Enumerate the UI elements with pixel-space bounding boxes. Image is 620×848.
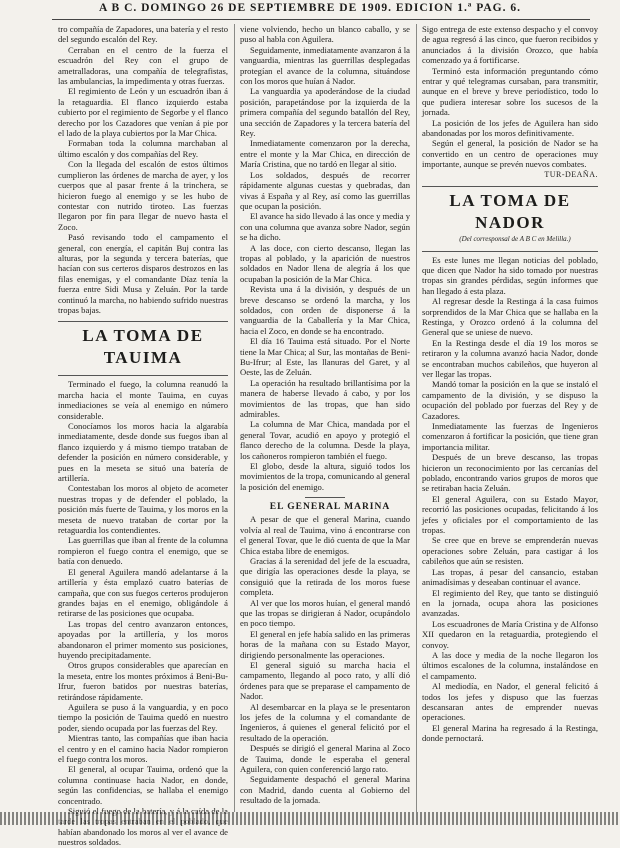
paragraph: Inmediatamente comenzaron por la derecha, entre el monte y la Mar Chica, en dirección de María Cristina, que no tardó en llegar al sitio. xyxy=(240,138,410,170)
scan-edge-strip xyxy=(0,812,620,825)
headline-general-marina: EL GENERAL MARINA xyxy=(269,502,391,513)
column-1 xyxy=(58,24,228,848)
paragraph: Sigo entrega de este extenso despacho y el convoy de agua regresó á las cinco, que fueron recibidos y anunciados á la división Orozco, que había comenzado ya á fortificarse. xyxy=(422,24,598,66)
paragraph: La operación ha resultado brillantísima por la manera de haberse llevado á cabo, y por los movimientos de las tropas, que han sido admirables. xyxy=(240,377,410,420)
paragraph: Inmediatamente las fuerzas de Ingenieros comenzaron á fortificar la posición, que tiene gran importancia militar. xyxy=(422,421,598,452)
paragraph: Al desembarcar en la playa se le presentaron los jefes de la columna y el comandante de Ingenieros, á quienes el general felicitó por el resultado de la operación. xyxy=(240,701,410,743)
masthead: A B C. DOMINGO 26 DE SEPTIEMBRE DE 1909. EDICION 1.ª PAG. 6. xyxy=(98,2,521,14)
paragraph: tro compañía de Zapadores, una batería y el resto del segundo escalón del Rey. xyxy=(58,24,228,45)
paragraph: A las doce, con cierto descanso, llegan las tropas al poblado, y la aparición de nuestros soldados en Nador llena de alegría á los que ocupaban la posición de la Mar Chica. xyxy=(240,242,410,284)
paragraph: Seguidamente, inmediatamente avanzaron á la vanguardia, mientras las guerrillas desplegadas protegían el avance de la columna, situándose con los moros que huían á Nador. xyxy=(240,44,410,87)
paragraph: El avance ha sido llevado á las once y media y con una columna que avanza sobre Nador, según se ha dicho. xyxy=(240,211,410,243)
paragraph: Conocíamos los moros hacia la algarabía inmediatamente, desde donde sus fuegos iban al flanco izquierdo y á mismo tiempo trataban de defender la posición en número considerable, y pues en la meseta se situó una batería de artillería. xyxy=(58,421,228,484)
section-rule xyxy=(58,321,228,322)
paragraph: El general, al ocupar Tauima, ordenó que la columna continuase hacia Nador, en donde, según las confidencias, se hallaba el enemigo concentrado. xyxy=(58,764,228,806)
paragraph: El día 16 Tauima está situado. Por el Norte tiene la Mar Chica; al Sur, las montañas de Beni-Bu-Ifrur; al Este, las llanuras del Garet, y al Oeste, las de Zeluán. xyxy=(240,336,410,378)
section-rule xyxy=(58,375,228,376)
paragraph: Revista una á la división, y después de un breve descanso se ordenó la marcha, y los soldados, con orden de disponerse á la vanguardia de la Caballería y la Mar Chica, hacia el Zoco, en donde se ha encontrado. xyxy=(240,284,410,336)
paragraph: A las doce y media de la noche llegaron los últimos escalones de la columna, instalándose en el campamento. xyxy=(422,649,598,681)
paragraph: Contestaban los moros al objeto de acometer nuestras tropas y de defender el poblado, la posición más fuerte de Tauima, y los moros en la meseta de nuevo trataban de cortar por la retaguardia los contendientes. xyxy=(58,483,228,536)
paragraph: Al regresar desde la Restinga á la casa fuimos sorprendidos de la Mar Chica que se hallaba en la Restinga, y Orozco ordenó á la columna del General que se uniese de nuevo. xyxy=(422,296,598,338)
section-rule xyxy=(422,251,598,252)
section-rule xyxy=(305,497,345,498)
paragraph: El general Aguilera mandó adelantarse á la artillería y ésta emplazó cuatro baterías de campaña, que con sus fuegos certeros produjeron grandes bajas en el enemigo, obligándole á retirarse de las posiciones que ocupaba. xyxy=(58,566,228,619)
column-2 xyxy=(240,24,410,812)
paragraph: Terminado el fuego, la columna reanudó la marcha hacia el monte Tauima, en cuyas inmediaciones se veía al enemigo en número considerable. xyxy=(58,379,228,421)
paragraph: Cerraban en el centro de la fuerza el escuadrón del Rey con el grupo de ametralladoras, una compañía de telegrafistas, las ambulancias, la impedimenta y otras fuerzas. xyxy=(58,44,228,87)
paragraph: La columna de Mar Chica, mandada por el general Tovar, acudió en apoyo y protegió el flanco derecho de la columna. Desde la playa, los cañoneros rompieron también el fuego. xyxy=(240,419,410,461)
paragraph: Según el general, la posición de Nador se ha convertido en un centro de operaciones muy importante, aunque se prevén nuevos combates. xyxy=(422,138,598,170)
paragraph: Los soldados, después de recorrer rápidamente algunas cuestas y quebradas, dan vivas á España y al Rey, así como las guerrillas que ocupan la posición. xyxy=(240,169,410,211)
paragraph: viene volviendo, hecho un blanco caballo, y se puso al habla con Aguilera. xyxy=(240,24,410,45)
paragraph: En la Restinga desde el día 19 los moros se retiraron y la columna avanzó hacia Nador, donde se encontraban muchos cabileños, que huyeron al ver llegar las tropas. xyxy=(422,337,598,379)
paragraph: Se cree que en breve se emprenderán nuevas operaciones sobre Zeluán, para castigar á los cabileños que aún se resisten. xyxy=(422,535,598,567)
paragraph: Con la llegada del escalón de estos últimos cumplieron las órdenes de marcha de ayer, y los cuerpos que al pasar frente á la trinchera, se hicieron fuego al enemigo y se les hubo de contestar con nutrido tiroteo. Las fuerzas llegaron por fin para llegar de nuevo hasta el Zoco. xyxy=(58,159,228,232)
paragraph: El regimiento de León y un escuadrón iban á la retaguardia. El flanco izquierdo estaba cubierto por el regimiento de Segorbe y el flanco derecho por los Cazadores que venían á pie por el lado de la playa cubiertos por la Mar Chica. xyxy=(58,86,228,139)
paragraph: El general Marina ha regresado á la Restinga, donde pernoctará. xyxy=(422,722,598,744)
paragraph: Pasó revisando todo el campamento el general, con energía, el capitán Buj contra las alturas, por la segunda y tercera baterías, que hacían con sus certeros disparos destrozos en las filas enemigas, y el comandante Díaz tenía la fuerza entre Sidi Musa y Zeluán. Por la tarde continuó la marcha, no habiendo sufrido nuestras tropas bajas. xyxy=(58,232,228,315)
paragraph: Al mediodía, en Nador, el general felicitó á todos los jefes y dispuso que las fuerzas descansaran antes de emprender nuevas operaciones. xyxy=(422,681,598,723)
headline-toma-de-nador: LA TOMA DE NADOR xyxy=(449,191,571,233)
headline-toma-de-tauima: LA TOMA DE TAUIMA xyxy=(82,326,204,368)
paragraph: Gracias á la serenidad del jefe de la escuadra, que dirigía las operaciones desde la playa, se consiguió que la retirada de los moros fuese completa. xyxy=(240,555,410,598)
column-3 xyxy=(422,24,598,812)
paragraph: El general en jefe había salido en las primeras horas de la mañana con su Estado Mayor, dirigiendo personalmente las operaciones. xyxy=(240,628,410,660)
header-rule xyxy=(52,19,590,20)
paragraph: Las guerrillas que iban al frente de la columna rompieron el fuego contra el enemigo, que se batía con denuedo. xyxy=(58,535,228,567)
paragraph: La posición de los jefes de Aguilera han sido abandonadas por los moros definitivamente. xyxy=(422,117,598,139)
paragraph: El general Aguilera, con su Estado Mayor, recorrió las posiciones ocupadas, felicitando á los jefes y oficiales por el comportamiento de las tropas. xyxy=(422,493,598,536)
paragraph: Otros grupos considerables que aparecían en la meseta, entre los montes próximos á Beni-Bu-Ifrur, fueron batidos por nuestras baterías, retirándose rápidamente. xyxy=(58,660,228,702)
paragraph: Las tropas del centro avanzaron entonces, apoyadas por la artillería, y los moros abandonaron el primer momento sus posiciones, huyendo precipitadamente. xyxy=(58,618,228,660)
column-divider xyxy=(234,24,235,812)
paragraph: El globo, desde la altura, siguió todos los movimientos de la tropa, comunicando al general la posición del enemigo. xyxy=(240,461,410,492)
section-rule xyxy=(422,186,598,187)
paragraph: Terminó esta información preguntando cómo entrar y qué telegramas cursaban, para transmitir, aunque en el breve y breve periodístico, todo lo que pudiera interesar sobre los sucesos de la jornada. xyxy=(422,65,598,118)
paragraph: A pesar de que el general Marina, cuando volvía al real de Tauima, vino á encontrarse con el general Tovar, que le dió cuenta de que la Mar Chica estaba libre de enemigos. xyxy=(240,514,410,556)
paragraph: Al ver que los moros huían, el general mandó que las tropas se dirigieran á Nador, ocupándolo en poco tiempo. xyxy=(240,597,410,629)
paragraph: Después se dirigió el general Marina al Zoco de Tauima, donde le esperaba el general Aguilera, con quien conferenció largo rato. xyxy=(240,743,410,775)
paragraph: El regimiento del Rey, que tanto se distinguió en la jornada, ocupa ahora las posiciones avanzadas. xyxy=(422,587,598,619)
paragraph: Después de un breve descanso, las tropas hicieron un reconocimiento por las cercanías del poblado, encontrando varios grupos de moros que se retiraban hacia Zeluán. xyxy=(422,452,598,494)
byline: (Del corresponsal de A B C en Melilla.) xyxy=(459,235,571,244)
paragraph: Las tropas, á pesar del cansancio, estaban animadísimas y deseaban continuar el avance. xyxy=(422,566,598,588)
column-divider xyxy=(416,24,417,812)
paragraph: Mandó tomar la posición en la que se instaló el campamento de la división, y se dispuso la ocupación del poblado por fuerzas del Rey y de Cazadores. xyxy=(422,379,598,421)
paragraph: La vanguardia ya apoderándose de la ciudad posición, parapetándose por la izquierda de la primera compañía del segundo batallón del Rey, una sección de Zapadores y la tercera batería del Rey. xyxy=(240,86,410,139)
paragraph: Es este lunes me llegan noticias del poblado, que dicen que Nador ha sido tomado por nuestras tropas sin grandes pérdidas, según informes que han llegado á esta plaza. xyxy=(422,254,598,296)
paragraph: El general siguió su marcha hacia el campamento, llegando al poco rato, y allí dió órdenes para que se preparase el campamento de Nador. xyxy=(240,659,410,702)
signature: TUR-DEAÑA. xyxy=(544,169,598,179)
paragraph: Formaban toda la columna marchaban al último escalón y dos compañías del Rey. xyxy=(58,138,228,159)
paragraph: Aguilera se puso á la vanguardia, y en poco tiempo la posición de Tauima quedó en nuestro poder, siendo ocupada por las fuerzas del Rey. xyxy=(58,701,228,733)
paragraph: Mientras tanto, las compañías que iban hacia el centro y en el camino hacia Nador rompieron el fuego contra los moros. xyxy=(58,733,228,764)
paragraph: Seguidamente despachó el general Marina con Madrid, dando cuenta al Gobierno del resultado de la jornada. xyxy=(240,774,410,806)
paragraph: Los escuadrones de María Cristina y de Alfonso XII quedaron en la retaguardia, protegiendo el convoy. xyxy=(422,618,598,650)
paragraph: habían abandonado los moros al ver el avance de nuestros soldados. xyxy=(58,826,228,848)
